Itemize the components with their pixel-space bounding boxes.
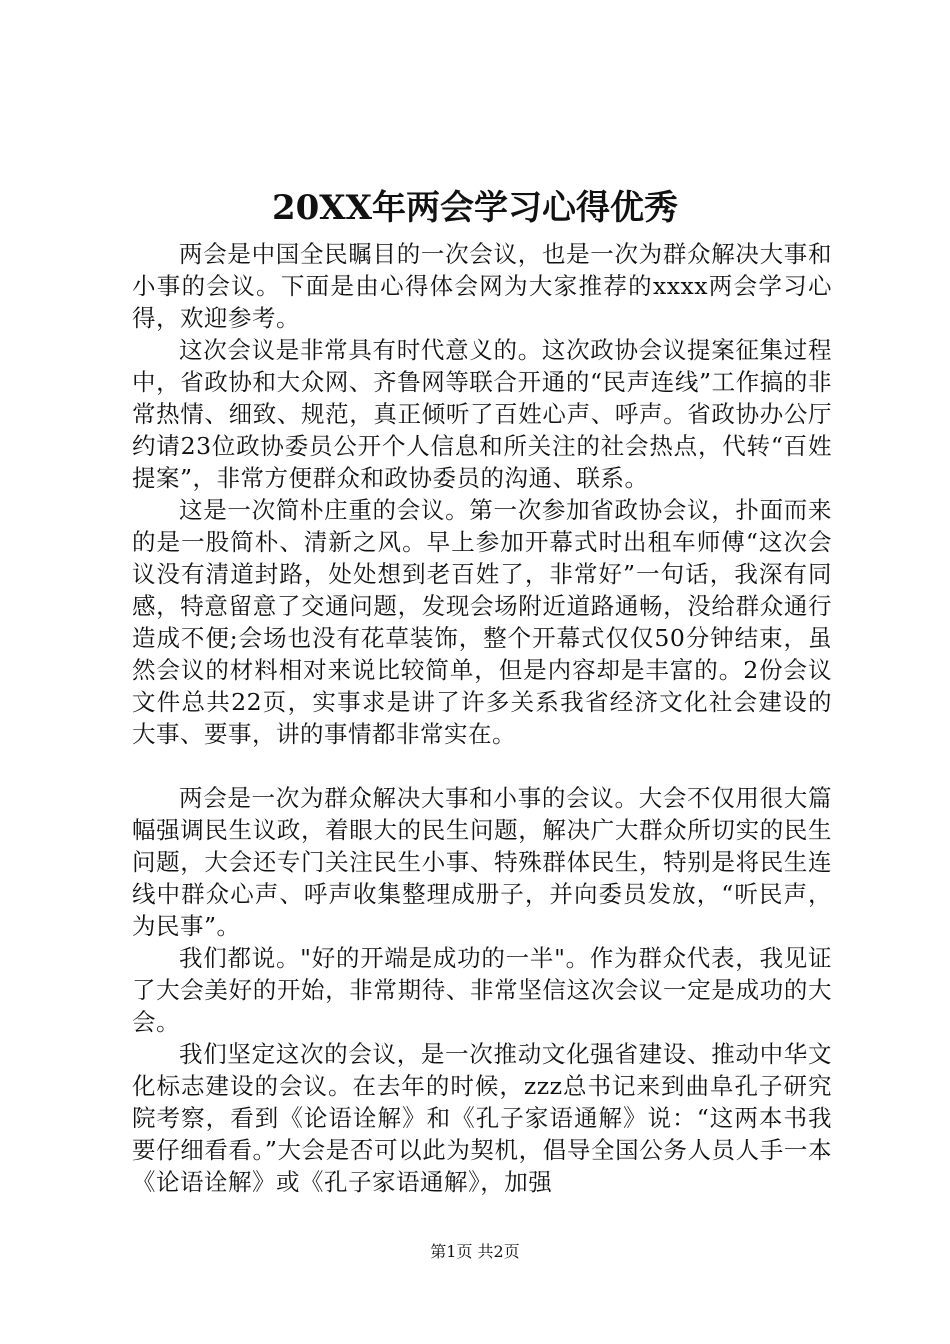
paragraph-intro: 两会是中国全民瞩目的一次会议，也是一次为群众解决大事和小事的会议。下面是由心得体会网为大家推荐的xxxx两会学习心得，欢迎参考。 bbox=[132, 240, 832, 332]
document-title: 20XX年两会学习心得优秀 bbox=[271, 188, 679, 228]
paragraph-livelihood: 两会是一次为群众解决大事和小事的会议。大会不仅用很大篇幅强调民生议政，着眼大的民生问题，解决广大群众所切实的民生问题，大会还专门关注民生小事、特殊群体民生，特别是将民生连线中群众心声、呼声收集整理成册子，并向委员发放，“听民声，为民事”。 bbox=[132, 784, 832, 940]
document-body bbox=[132, 238, 832, 1198]
paragraph-culture: 我们坚定这次的会议，是一次推动文化强省建设、推动中华文化标志建设的会议。在去年的时候，zzz总书记来到曲阜孔子研究院考察，看到《论语诠解》和《孔子家语通解》说：“这两本书我要仔细看看。”大会是否可以此为契机，倡导全国公务人员人手一本《论语诠解》或《孔子家语通解》，加强 bbox=[132, 1040, 832, 1196]
paragraph-good-start: 我们都说。"好的开端是成功的一半"。作为群众代表，我见证了大会美好的开始，非常期待、非常坚信这次会议一定是成功的大会。 bbox=[132, 944, 832, 1036]
paragraph-simplicity: 这是一次简朴庄重的会议。第一次参加省政协会议，扑面而来的是一股简朴、清新之风。早上参加开幕式时出租车师傅“这次会议没有清道封路，处处想到老百姓了，非常好”一句话，我深有同感，特意留意了交通问题，发现会场附近道路通畅，没给群众通行造成不便;会场也没有花草装饰，整个开幕式仅仅50分钟结束，虽然会议的材料相对来说比较简单，但是内容却是丰富的。2份会议文件总共22页，实事求是讲了许多关系我省经济文化社会建设的大事、要事，讲的事情都非常实在。 bbox=[132, 496, 832, 748]
page-number-footer: 第1页 共2页 bbox=[430, 1242, 520, 1261]
paragraph-significance: 这次会议是非常具有时代意义的。这次政协会议提案征集过程中，省政协和大众网、齐鲁网等联合开通的“民声连线”工作搞的非常热情、细致、规范，真正倾听了百姓心声、呼声。省政协办公厅约请23位政协委员公开个人信息和所关注的社会热点，代转“百姓提案”，非常方便群众和政协委员的沟通、联系。 bbox=[132, 336, 832, 492]
